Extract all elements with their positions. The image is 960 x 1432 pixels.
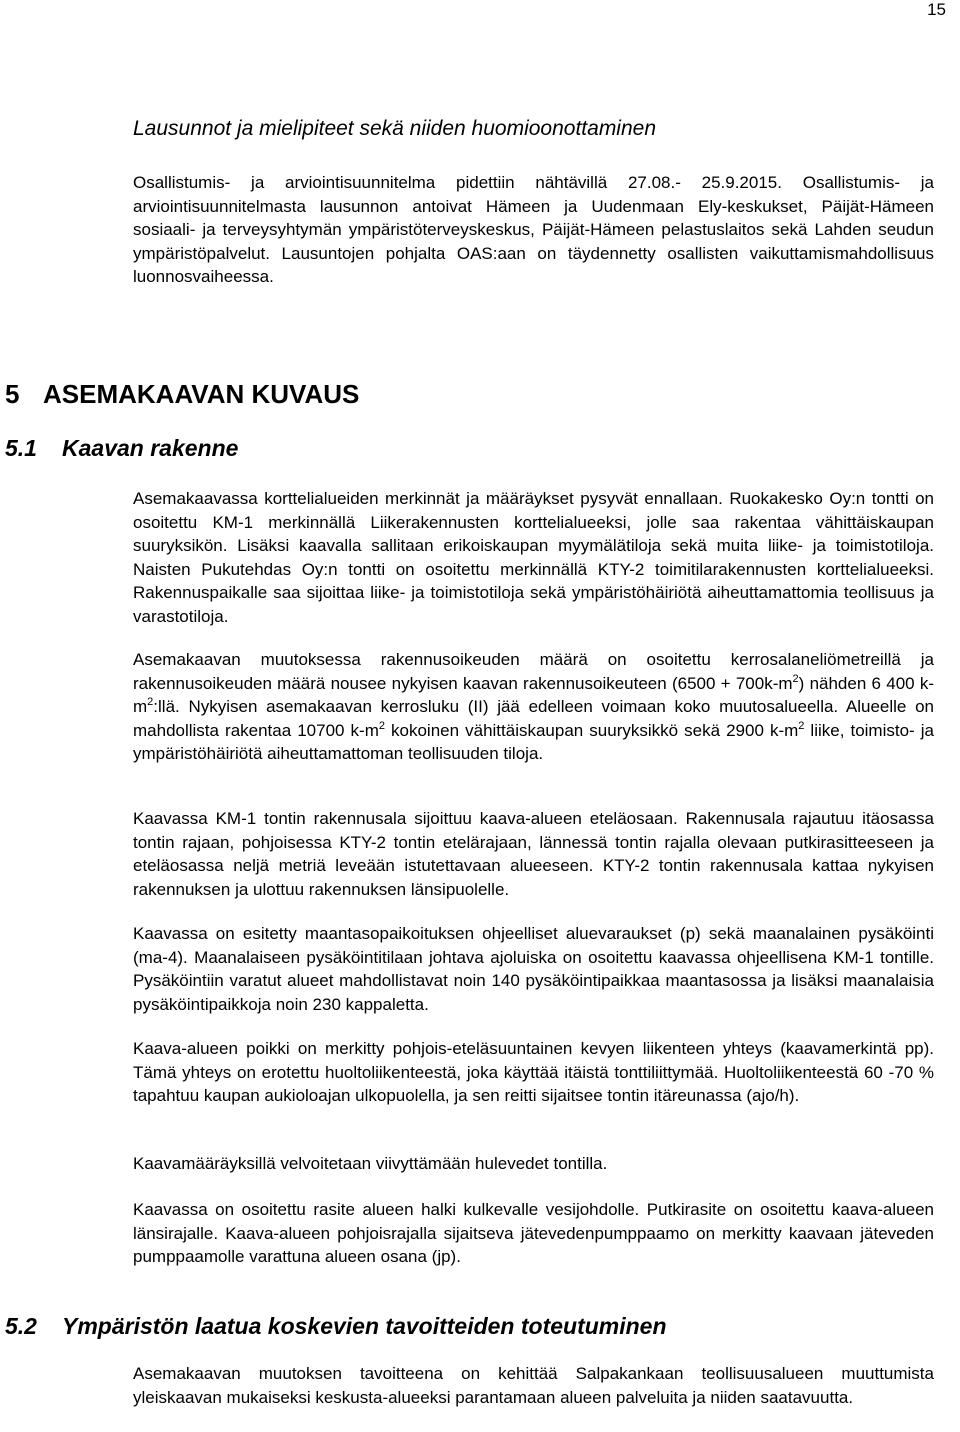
section-title: Kaavan rakenne [62, 435, 239, 461]
section-title: Ympäristön laatua koskevien tavoitteiden toteutuminen [62, 1313, 667, 1339]
chapter-title: ASEMAKAAVAN KUVAUS [43, 379, 360, 409]
paragraph: Kaavamääräyksillä velvoitetaan viivyttämään hulevedet tontilla. [133, 1154, 608, 1173]
superscript: 2 [378, 719, 385, 732]
section-title-lausunnot: Lausunnot ja mielipiteet sekä niiden huomioonottaminen [133, 117, 657, 140]
section-heading-5-1 [5, 434, 238, 462]
superscript: 2 [147, 696, 154, 708]
chapter-heading [5, 378, 359, 410]
paragraph: Kaavassa on esitetty maantasopaikoituksen ohjeelliset aluevaraukset (p) sekä maanalainen pysäköinti (ma-4). Maanalaiseen pysäköintitilaan johtava ajoluiska on osoitettu kaavassa ohjeellisena KM-1 tontille. Pysäköintiin varatut alueet mahdollistavat noin 140 pysäköintipaikkaa maantasossa ja lisäksi maanalaisia pysäköintipaikkoja noin 230 kappaletta. [133, 924, 934, 1014]
paragraph: Asemakaavassa korttelialueiden merkinnät ja määräykset pysyvät ennallaan. Ruokakesko Oy:n tontti on osoitettu KM-1 merkinnällä Liikerakennusten korttelialueeksi, jolle saa rakentaa vähittäiskaupan suuryksikön. Lisäksi kaavalla sallitaan erikoiskaupan myymälätiloja sekä muita liike- ja toimistotiloja. Naisten Pukutehdas Oy:n tontti on osoitettu merkinnällä KTY-2 toimitilarakennusten korttelialueeksi. Rakennuspaikalle saa sijoittaa liike- ja toimistotiloja sekä ympäristöhäiriötä aiheuttamattomia teollisuus ja varastotiloja. [133, 489, 934, 626]
section-5-1-body [133, 1037, 934, 1108]
lausunnot-paragraph [133, 171, 934, 289]
page-number: 15 [927, 0, 946, 19]
text-run: ) nähden 6 400 k-m [133, 673, 935, 716]
paragraph: Osallistumis- ja arviointisuunnitelma pidettiin nähtävillä 27.08.- 25.9.2015. Osallistumis- ja arviointisuunnitelmasta lausunnon antoivat Hämeen ja Uudenmaan Ely-keskukset, Päijät-Hämeen sosiaali- ja terveysyhtymän ympäristöterveyskeskus, Päijät-Hämeen pelastuslaitos sekä Lahden seudun ympäristöpalvelut. Lausuntojen pohjalta OAS:aan on täydennetty osallisten vaikuttamismahdollisuus luonnosvaiheessa. [133, 173, 934, 286]
section-number: 5.2 [5, 1313, 37, 1339]
chapter-number: 5 [5, 379, 20, 409]
section-heading-5-2 [5, 1312, 667, 1340]
section-5-1-body [133, 922, 934, 1016]
text-run: liike, toimisto- ja ympäristöhäiriötä aiheuttamattoman teollisuuden tiloja. [133, 720, 934, 763]
paragraph: Kaavassa on osoitettu rasite alueen halki kulkevalle vesijohdolle. Putkirasite on osoitettu kaava-alueen länsirajalle. Kaava-alueen pohjoisrajalla sijaitseva jätevedenpumppaamo on merkitty kaavaan jäteveden pumppaamolle varattuna alueen osana (jp). [133, 1200, 934, 1266]
section-5-1-body [133, 487, 934, 628]
text-run: kokoinen vähittäiskaupan suuryksikkö sekä 2900 k-m [384, 720, 799, 740]
section-5-1-body [133, 1152, 934, 1176]
paragraph: Asemakaavan muutoksen tavoitteena on kehittää Salpakankaan teollisuusalueen muuttumista yleiskaavan mukaiseksi keskusta-alueeksi parantamaan alueen palveluita ja niiden saatavuutta. [133, 1364, 934, 1407]
section-5-1-body [133, 807, 934, 901]
section-number: 5.1 [5, 435, 37, 461]
section-5-2-body [133, 1362, 934, 1409]
text-run: Asemakaavan muutoksessa rakennusoikeuden määrä on osoitettu kerrosalaneliömetreillä ja rakennusoikeuden määrä nousee nykyisen kaavan rakennusoikeuteen (6500 + 700k-m [133, 650, 934, 693]
section-5-1-body [133, 1198, 934, 1269]
paragraph: Kaavassa KM-1 tontin rakennusala sijoittuu kaava-alueen eteläosaan. Rakennusala rajautuu itäosassa tontin rajaan, pohjoisessa KTY-2 tontin etelärajaan, lännessä tontin rajalla olevaan putkirasitteeseen ja eteläosassa neljä metriä leveään istutettavaan alueeseen. KTY-2 tontin rakennusala kattaa nykyisen rakennuksen ja ulottuu rakennuksen länsipuolelle. [133, 809, 934, 899]
section-5-1-body [133, 648, 934, 766]
paragraph: Kaava-alueen poikki on merkitty pohjois-eteläsuuntainen kevyen liikenteen yhteys (kaavamerkintä pp). Tämä yhteys on erotettu huoltoliikenteestä, joka käyttää itäistä tonttiliittymää. Huoltoliikenteestä 60 -70 % tapahtuu kaupan aukioloajan ulkopuolella, ja sen reitti sijaitsee tontin itäreunassa (ajo/h). [133, 1039, 934, 1105]
superscript: 2 [798, 719, 805, 732]
superscript: 2 [792, 672, 799, 685]
text-run: :llä. Nykyisen asemakaavan kerrosluku (II) jää edelleen voimaan koko muutosalueella. Alueelle on mahdollista rakentaa 10700 k-m [133, 697, 934, 740]
paragraph [133, 648, 934, 766]
